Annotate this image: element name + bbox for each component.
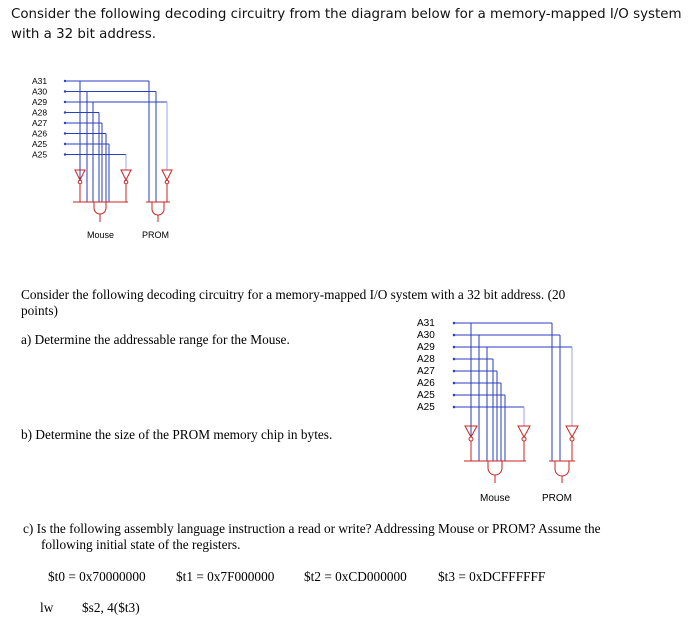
device-label-prom: PROM bbox=[542, 493, 572, 504]
part-c: c) Is the following assembly language instruction a read or write? Addressing Mouse or PROM? Assume the following initial state of the registers. bbox=[23, 521, 601, 552]
intro-text: Consider the following decoding circuitry from the diagram below for a memory-mapped I/O system with a 32 bit address. bbox=[11, 7, 682, 42]
addr-label: A25 bbox=[417, 402, 435, 413]
register-t3: $t3 = 0xDCFFFFFF bbox=[438, 569, 546, 584]
register-t2: $t2 = 0xCD000000 bbox=[304, 569, 407, 584]
addr-label: A30 bbox=[417, 330, 435, 341]
device-label-mouse: Mouse bbox=[87, 230, 115, 240]
addr-label: A31 bbox=[32, 76, 48, 86]
addr-label: A27 bbox=[32, 118, 48, 128]
addr-label: A25 bbox=[32, 139, 48, 149]
instruction-operands: $s2, 4($t3) bbox=[82, 600, 140, 615]
addr-label: A25 bbox=[417, 390, 435, 401]
addr-label: A26 bbox=[417, 378, 435, 389]
device-label-prom: PROM bbox=[142, 230, 169, 240]
addr-label: A30 bbox=[32, 86, 48, 97]
part-a: a) Determine the addressable range for the Mouse. bbox=[21, 332, 290, 347]
problem-heading: Consider the following decoding circuitry for a memory-mapped I/O system with a 32 bit address. (20 points) bbox=[21, 287, 566, 318]
addr-label: A25 bbox=[32, 149, 48, 160]
decoder-diagram-small bbox=[28, 72, 188, 244]
part-b: b) Determine the size of the PROM memory chip in bytes. bbox=[21, 427, 333, 442]
addr-label: A29 bbox=[417, 342, 435, 353]
addr-label: A27 bbox=[417, 366, 435, 377]
instruction-opcode: lw bbox=[40, 600, 54, 615]
decoder-diagram-large bbox=[412, 313, 588, 511]
addr-label: A28 bbox=[32, 107, 48, 118]
addr-label: A28 bbox=[417, 354, 435, 365]
addr-label: A26 bbox=[32, 128, 48, 139]
register-t0: $t0 = 0x70000000 bbox=[48, 569, 146, 584]
addr-label: A29 bbox=[32, 97, 48, 107]
register-t1: $t1 = 0x7F000000 bbox=[176, 569, 275, 584]
addr-label: A31 bbox=[417, 318, 435, 329]
device-label-mouse: Mouse bbox=[480, 493, 511, 504]
